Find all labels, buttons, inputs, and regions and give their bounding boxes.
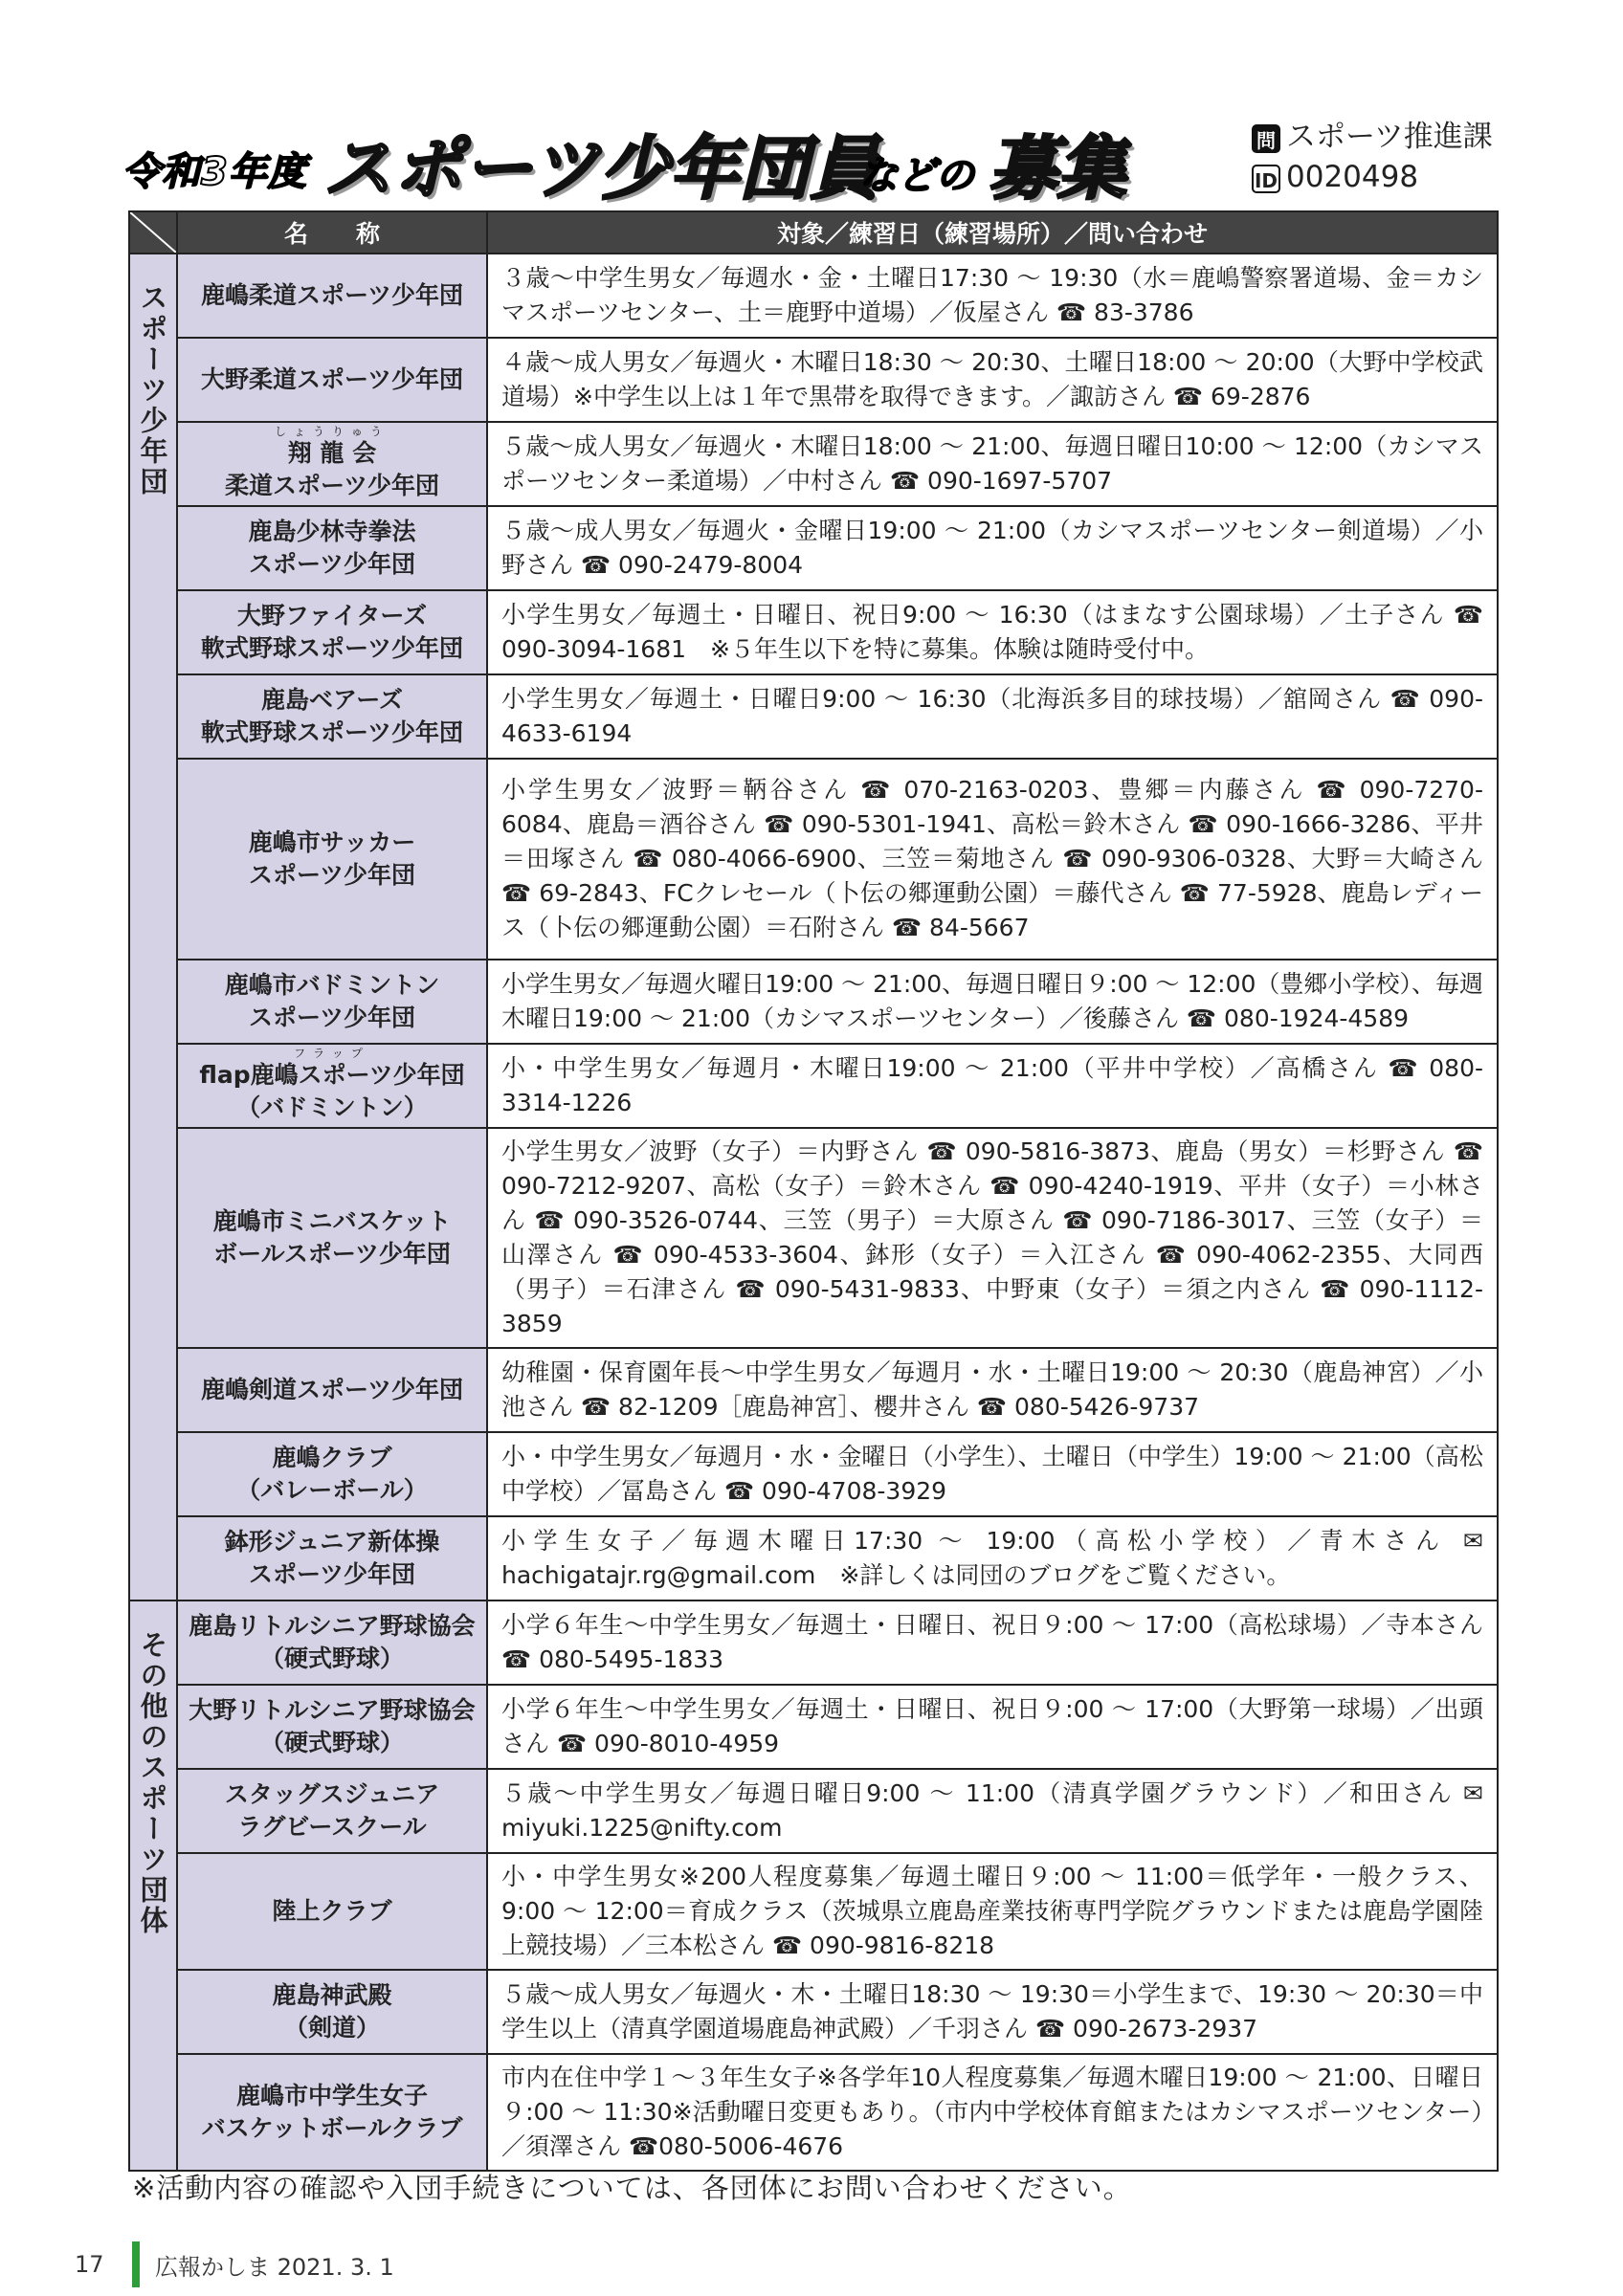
group-name-line: （硬式野球） xyxy=(259,1729,404,1756)
group-name-line: スポーツ少年団 xyxy=(248,1560,415,1588)
group-name-line: （バドミントン） xyxy=(236,1093,428,1121)
table-row xyxy=(129,1853,1498,1970)
group-name-line: 鹿島リトルシニア野球協会 xyxy=(189,1612,476,1640)
table-row xyxy=(129,960,1498,1044)
contact-id-text: 0020498 xyxy=(1286,160,1419,194)
table-row xyxy=(129,1432,1498,1516)
category-cell xyxy=(129,254,177,1601)
table-row xyxy=(129,1970,1498,2054)
table-row xyxy=(129,506,1498,590)
group-name-line: 鹿嶋市サッカー xyxy=(248,828,416,856)
group-name xyxy=(177,1348,487,1432)
group-name-line: 軟式野球スポーツ少年団 xyxy=(200,718,463,746)
group-name-line: スタッグスジュニア xyxy=(224,1780,440,1808)
group-name xyxy=(177,590,487,674)
id-icon: ID xyxy=(1252,165,1280,193)
table-row xyxy=(129,2054,1498,2171)
group-name-line: バスケットボールクラブ xyxy=(201,2114,463,2142)
table-row xyxy=(129,1128,1498,1348)
group-name xyxy=(177,1685,487,1769)
group-details: 小学生男女／波野（女子）＝内野さん ☎ 090-5816-3873、鹿島（男女）＝杉野さん ☎ 090-7212-9207、高松（女子）＝鈴木さん ☎ 090-4240-1919、平井（女子）＝小林さん ☎ 090-3526-0744、三笠（男子）＝大原さん ☎ 090-7186-3017、三笠（女子）＝山澤さん ☎ 090-4533-3604、鉢形（女子）＝入江さん ☎ 090-4062-2355、大同西（男子）＝石津さん ☎ 090-5431-9833、中野東（女子）＝須之内さん ☎ 090-1112-3859 xyxy=(487,1128,1498,1348)
table-row xyxy=(129,590,1498,674)
table-row xyxy=(129,1044,1498,1128)
title-mid: などの xyxy=(859,154,974,198)
page-number: 17 xyxy=(75,2251,104,2278)
inquiry-icon: 問 xyxy=(1252,124,1280,153)
group-name-line: スポーツ少年団 xyxy=(248,861,415,889)
group-name xyxy=(177,254,487,338)
group-name-line: ボールスポーツ少年団 xyxy=(213,1240,451,1268)
table-corner xyxy=(129,211,177,254)
group-name-line: 大野柔道スポーツ少年団 xyxy=(200,365,463,393)
category-label: スポーツ少年団 xyxy=(136,283,169,497)
group-name xyxy=(177,1769,487,1853)
table-row xyxy=(129,674,1498,759)
group-name xyxy=(177,506,487,590)
group-details: ５歳〜成人男女／毎週火・木曜日18:00 〜 21:00、毎週日曜日10:00 〜 12:00（カシマスポーツセンター柔道場）／中村さん ☎ 090-1697-5707 xyxy=(487,422,1498,506)
group-details: 小学生男女／毎週火曜日19:00 〜 21:00、毎週日曜日９:00 〜 12:00（豊郷小学校）、毎週木曜日19:00 〜 21:00（カシマスポーツセンター）／後藤さん ☎ 080-1924-4589 xyxy=(487,960,1498,1044)
group-name-line: 軟式野球スポーツ少年団 xyxy=(200,634,463,662)
group-details: 小・中学生男女／毎週月・水・金曜日（小学生）、土曜日（中学生）19:00 〜 21:00（高松中学校）／冨島さん ☎ 090-4708-3929 xyxy=(487,1432,1498,1516)
group-name-line: 陸上クラブ xyxy=(272,1897,392,1925)
header-name: 名 称 xyxy=(177,211,487,254)
contact-id xyxy=(1252,157,1493,197)
table-row xyxy=(129,1601,1498,1685)
group-name-line: 鹿嶋クラブ xyxy=(272,1444,392,1471)
group-name-line: 鹿嶋市バドミントン xyxy=(224,971,440,999)
group-details: 小学生男女／波野＝鞆谷さん ☎ 070-2163-0203、豊郷＝内藤さん ☎ 090-7270-6084、鹿島＝酒谷さん ☎ 090-5301-1941、高松＝鈴木さん ☎ 090-1666-3286、平井＝田塚さん ☎ 080-4066-6900、三笠＝菊地さん ☎ 090-9306-0328、大野＝大崎さん ☎ 69-2843、FCクレセール（卜伝の郷運動公園）＝藤代さん ☎ 77-5928、鹿島レディース（卜伝の郷運動公園）＝石附さん ☎ 84-5667 xyxy=(487,759,1498,960)
group-details: 市内在住中学１〜３年生女子※各学年10人程度募集／毎週木曜日19:00 〜 21:00、日曜日９:00 〜 11:30※活動曜日変更もあり。（市内中学校体育館またはカシマスポーツセンター）／須澤さん ☎080-5006-4676 xyxy=(487,2054,1498,2171)
group-name xyxy=(177,422,487,506)
group-details: 小学生男女／毎週土・日曜日、祝日9:00 〜 16:30（はまなす公園球場）／土子さん ☎ 090-3094-1681 ※５年生以下を特に募集。体験は随時受付中。 xyxy=(487,590,1498,674)
group-details: 小学生女子／毎週木曜日17:30 〜 19:00（高松小学校）／青木さん ✉ hachigatajr.rg@gmail.com ※詳しくは同団のブログをご覧ください。 xyxy=(487,1516,1498,1601)
group-name xyxy=(177,674,487,759)
category-label: その他のスポーツ団体 xyxy=(136,1630,169,1936)
group-name-line: 鹿嶋柔道スポーツ少年団 xyxy=(200,281,463,309)
group-name xyxy=(177,1601,487,1685)
group-details: ３歳〜中学生男女／毎週水・金・土曜日17:30 〜 19:30（水＝鹿嶋警察署道場、金＝カシマスポーツセンター、土＝鹿野中道場）／仮屋さん ☎ 83-3786 xyxy=(487,254,1498,338)
group-name xyxy=(177,759,487,960)
category-cell xyxy=(129,1601,177,2171)
table-row xyxy=(129,422,1498,506)
contact-dept xyxy=(1252,117,1493,157)
group-name-line: 鹿島神武殿 xyxy=(272,1981,392,2009)
group-name-line: ラグビースクール xyxy=(237,1813,427,1841)
group-name-line: 翔 龍 会 xyxy=(287,439,377,467)
group-name-line: （硬式野球） xyxy=(259,1645,404,1672)
group-name xyxy=(177,1516,487,1601)
page-footer xyxy=(75,2241,394,2287)
group-name-line: （バレーボール） xyxy=(236,1476,428,1504)
group-name xyxy=(177,1970,487,2054)
title-prefix: 令和3年度 xyxy=(122,150,307,194)
group-name-line: 柔道スポーツ少年団 xyxy=(224,472,439,499)
group-name-line: スポーツ少年団 xyxy=(248,1004,415,1031)
group-details: 幼稚園・保育園年長〜中学生男女／毎週月・水・土曜日19:00 〜 20:30（鹿島神宮）／小池さん ☎ 82-1209［鹿島神宮］、櫻井さん ☎ 080-5426-9737 xyxy=(487,1348,1498,1432)
group-name xyxy=(177,1432,487,1516)
group-details: 小・中学生男女／毎週月・木曜日19:00 〜 21:00（平井中学校）／高橋さん ☎ 080-3314-1226 xyxy=(487,1044,1498,1128)
group-name-line: 鹿嶋剣道スポーツ少年団 xyxy=(200,1376,463,1403)
group-name xyxy=(177,2054,487,2171)
name-ruby: しょうりゅう xyxy=(274,425,389,438)
contact-dept-text: スポーツ推進課 xyxy=(1286,120,1493,154)
footnote: ※活動内容の確認や入団手続きについては、各団体にお問い合わせください。 xyxy=(132,2172,1132,2204)
group-details: 小学６年生〜中学生男女／毎週土・日曜日、祝日９:00 〜 17:00（大野第一球場）／出頭さん ☎ 090-8010-4959 xyxy=(487,1685,1498,1769)
group-name-line: （剣道） xyxy=(283,2014,380,2042)
table-row xyxy=(129,1348,1498,1432)
group-name-line: 大野ファイターズ xyxy=(236,602,428,629)
table-row xyxy=(129,338,1498,422)
table-row xyxy=(129,759,1498,960)
group-name xyxy=(177,1128,487,1348)
group-details: ５歳〜中学生男女／毎週日曜日9:00 〜 11:00（清真学園グラウンド）／和田さん ✉ miyuki.1225@nifty.com xyxy=(487,1769,1498,1853)
group-name-line: 鹿島ベアーズ xyxy=(260,686,403,714)
group-name xyxy=(177,960,487,1044)
table-row xyxy=(129,1516,1498,1601)
group-name-line: 鉢形ジュニア新体操 xyxy=(224,1528,440,1556)
group-name xyxy=(177,338,487,422)
table-row xyxy=(129,254,1498,338)
group-name-line: 鹿嶋市中学生女子 xyxy=(235,2082,428,2109)
group-details: 小学６年生〜中学生男女／毎週土・日曜日、祝日９:00 〜 17:00（高松球場）／寺本さん ☎ 080-5495-1833 xyxy=(487,1601,1498,1685)
group-details: ５歳〜成人男女／毎週火・木・土曜日18:30 〜 19:30＝小学生まで、19:30 〜 20:30＝中学生以上（清真学園道場鹿島神武殿）／千羽さん ☎ 090-2673-2937 xyxy=(487,1970,1498,2054)
recruitment-table xyxy=(128,210,1499,2172)
footer-accent-bar xyxy=(132,2241,140,2287)
group-details: 小学生男女／毎週土・日曜日9:00 〜 16:30（北海浜多目的球技場）／舘岡さん ☎ 090-4633-6194 xyxy=(487,674,1498,759)
group-name-line: flap鹿嶋スポーツ少年団 xyxy=(199,1061,465,1089)
header-details: 対象／練習日（練習場所）／問い合わせ xyxy=(487,211,1498,254)
group-details: 小・中学生男女※200人程度募集／毎週土曜日９:00 〜 11:00＝低学年・一般クラス、9:00 〜 12:00＝育成クラス（茨城県立鹿島産業技術専門学院グラウンドまたは鹿島学園陸上競技場）／三本松さん ☎ 090-9816-8218 xyxy=(487,1853,1498,1970)
title-main: スポーツ少年団員 xyxy=(323,128,880,209)
publication-name: 広報かしま 2021. 3. 1 xyxy=(155,2253,394,2281)
group-name xyxy=(177,1044,487,1128)
group-name-line: スポーツ少年団 xyxy=(248,550,415,578)
group-details: ４歳〜成人男女／毎週火・木曜日18:30 〜 20:30、土曜日18:00 〜 20:00（大野中学校武道場）※中学生以上は１年で黒帯を取得できます。／諏訪さん ☎ 69-2876 xyxy=(487,338,1498,422)
contact-box xyxy=(1252,117,1493,197)
page-heading xyxy=(122,113,1175,209)
group-name-line: 鹿嶋市ミニバスケット xyxy=(212,1207,452,1235)
table-row xyxy=(129,1769,1498,1853)
table-row xyxy=(129,1685,1498,1769)
group-name xyxy=(177,1853,487,1970)
group-name-line: 鹿島少林寺拳法 xyxy=(248,518,416,545)
title-end: 募集 xyxy=(989,128,1127,209)
name-ruby: フラップ xyxy=(294,1047,370,1060)
group-details: ５歳〜成人男女／毎週火・金曜日19:00 〜 21:00（カシマスポーツセンター剣道場）／小野さん ☎ 090-2479-8004 xyxy=(487,506,1498,590)
group-name-line: 大野リトルシニア野球協会 xyxy=(189,1696,476,1724)
